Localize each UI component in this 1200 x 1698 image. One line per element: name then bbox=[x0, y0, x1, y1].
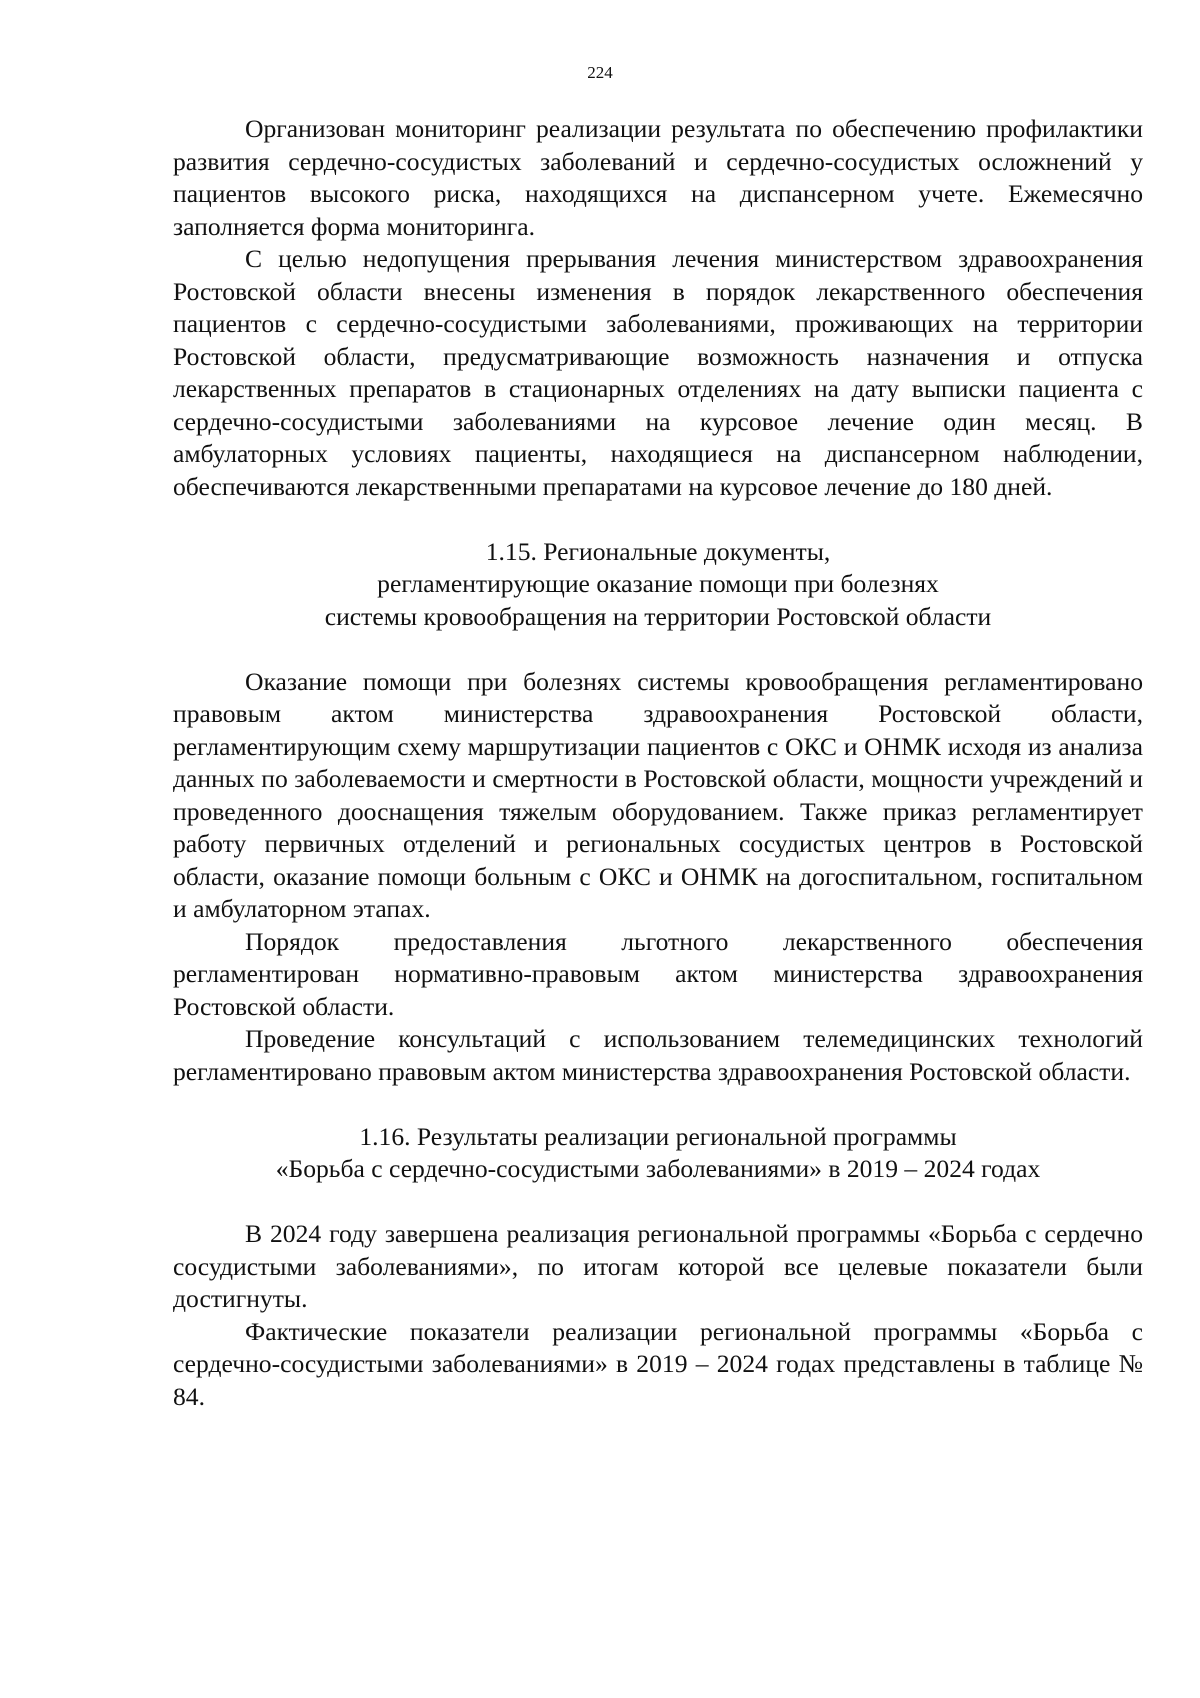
page-number: 224 bbox=[587, 63, 613, 82]
section-heading-line: «Борьба с сердечно-сосудистыми заболеваниями» в 2019 – 2024 годах bbox=[275, 1154, 1041, 1183]
paragraph-monitoring: Организован мониторинг реализации результата по обеспечению профилактики развития сердечно-сосудистых заболеваний и сердечно-сосудистых осложнений у пациентов высокого риска, находящихся на диспансерном учете. Ежемесячно заполняется форма мониторинга. bbox=[173, 114, 1143, 241]
section-heading-line: регламентирующие оказание помощи при болезнях bbox=[377, 569, 939, 598]
section-heading-line: 1.16. Результаты реализации региональной программы bbox=[359, 1121, 957, 1151]
paragraph-treatment-continuity: С целью недопущения прерывания лечения министерством здравоохранения Ростовской области внесены изменения в порядок лекарственного обеспечения пациентов с сердечно-сосудистыми заболеваниями, проживающих на территории Ростовской области, предусматривающие возможность назначения и отпуска лекарственных препаратов в стационарных отделениях на дату выписки пациента с сердечно-сосудистыми заболеваниями на курсовое лечение один месяц. В амбулаторных условиях пациенты, находящиеся на диспансерном наблюдении, обеспечиваются лекарственными препаратами на курсовое лечение до 180 дней. bbox=[173, 244, 1143, 501]
section-heading-1-16 bbox=[173, 1121, 1143, 1186]
paragraph-care-regulation: Оказание помощи при болезнях системы кровообращения регламентировано правовым актом министерства здравоохранения Ростовской области, регламентирующим схему маршрутизации пациентов с ОКС и ОНМК исходя из анализа данных по заболеваемости и смертности в Ростовской области, мощности учреждений и проведенного дооснащения тяжелым оборудованием. Также приказ регламентирует работу первичных отделений и региональных сосудистых центров в Ростовской области, оказание помощи больным с ОКС и ОНМК на догоспитальном, госпитальном и амбулаторном этапах. bbox=[173, 666, 1143, 923]
paragraph-actual-indicators: Фактические показатели реализации региональной программы «Борьба с сердечно-сосудистыми заболеваниями» в 2019 – 2024 годах представлены в таблице № 84. bbox=[173, 1316, 1143, 1411]
paragraph-program-completion: В 2024 году завершена реализация региональной программы «Борьба с сердечно сосудистыми заболеваниями», по итогам которой все целевые показатели были достигнуты. bbox=[173, 1219, 1143, 1313]
paragraph-telemedicine: Проведение консультаций с использованием телемедицинских технологий регламентировано правовым актом министерства здравоохранения Ростовской области. bbox=[173, 1024, 1143, 1086]
section-heading-line: 1.15. Региональные документы, bbox=[485, 536, 831, 566]
section-heading-1-15 bbox=[173, 536, 1143, 634]
paragraph-drug-provision: Порядок предоставления льготного лекарственного обеспечения регламентирован нормативно-правовым актом министерства здравоохранения Ростовской области. bbox=[173, 926, 1143, 1021]
document-body bbox=[173, 113, 1143, 1413]
section-heading-line: системы кровообращения на территории Ростовской области bbox=[324, 601, 992, 631]
